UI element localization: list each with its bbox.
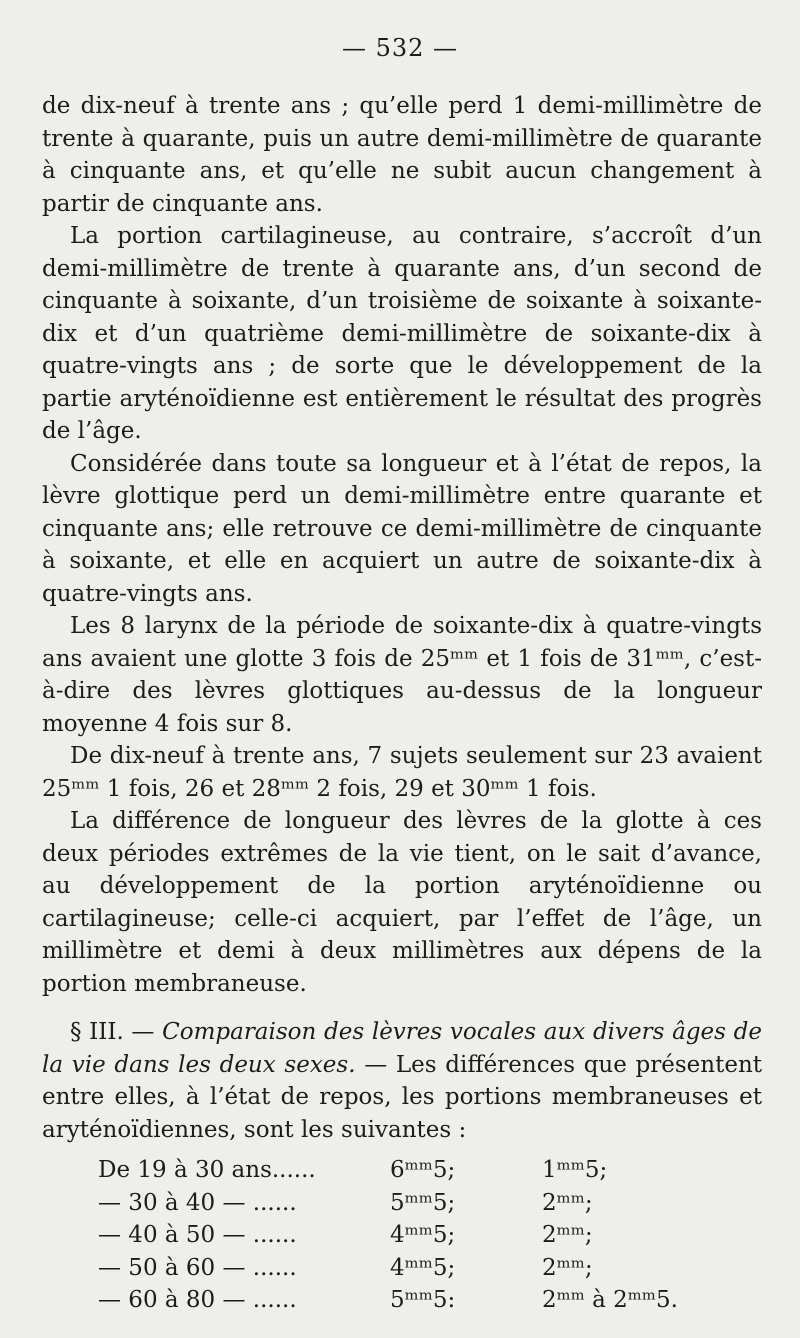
arytenoid-length: 2ᵐᵐ;: [542, 1254, 593, 1281]
arytenoid-length: 1ᵐᵐ5;: [542, 1157, 608, 1183]
membranous-length: 5ᵐᵐ5;: [390, 1189, 456, 1216]
membranous-length: 5ᵐᵐ5:: [390, 1287, 456, 1313]
section-text: — Les différences que présentent entre elles, à l’état de repos, les portions membraneuses et aryténoïdiennes, sont les suivantes :: [42, 1051, 762, 1143]
table-row: [98, 1252, 742, 1285]
paragraph: Les 8 larynx de la période de soixante-dix à quatre-vingts ans avaient une glotte 3 fois de 25ᵐᵐ et 1 fois de 31ᵐᵐ, c’est-à-dire des lèvres glottiques au-dessus de la longueur moyenne 4 fois sur 8.: [42, 613, 762, 737]
paragraph: De dix-neuf à trente ans, 7 sujets seulement sur 23 avaient 25ᵐᵐ 1 fois, 26 et 28ᵐᵐ 2 fois, 29 et 30ᵐᵐ 1 fois.: [42, 743, 762, 802]
age-range: — 40 à 50 — ......: [98, 1222, 297, 1248]
arytenoid-length: 2ᵐᵐ à 2ᵐᵐ5.: [542, 1287, 678, 1313]
membranous-length: 6ᵐᵐ5;: [390, 1157, 456, 1183]
table-row: [98, 1284, 742, 1317]
measurement-table: [98, 1154, 742, 1317]
section-paragraph: [42, 1016, 762, 1146]
age-range: — 60 à 80 — ......: [98, 1287, 297, 1313]
paragraph: La différence de longueur des lèvres de la glotte à ces deux périodes extrêmes de la vie tient, on le sait d’avance, au développement de la portion aryténoïdienne ou cartilagineuse; celle-ci acquiert, par l’effet de l’âge, un millimètre et demi à deux millimètres aux dépens de la portion membraneuse.: [42, 808, 762, 997]
membranous-length: 4ᵐᵐ5;: [390, 1222, 456, 1248]
paragraph: de dix-neuf à trente ans ; qu’elle perd 1 demi-millimètre de trente à quarante, puis un autre demi-millimètre de quarante à cinquante ans, et qu’elle ne subit aucun changement à partir de cinquante ans.: [42, 93, 762, 217]
body-text: [42, 90, 762, 1317]
section-title: Comparaison des lèvres vocales aux divers âges de la vie dans les deux sexes.: [42, 1019, 762, 1078]
arytenoid-length: 2ᵐᵐ;: [542, 1222, 593, 1248]
section-marker: § III. —: [70, 1019, 163, 1045]
age-range: — 50 à 60 — ......: [98, 1254, 297, 1281]
table-row: [98, 1154, 742, 1187]
membranous-length: 4ᵐᵐ5;: [390, 1254, 456, 1281]
paragraph: La portion cartilagineuse, au contraire, s’accroît d’un demi-millimètre de trente à quarante ans, d’un second de cinquante à soixante, d’un troisième de soixante à soixante-dix et d’un quatrième demi-millimètre de soixante-dix à quatre-vingts ans ; de sorte que le développement de la partie aryténoïdienne est entièrement le résultat des progrès de l’âge.: [42, 223, 762, 444]
arytenoid-length: 2ᵐᵐ;: [542, 1189, 593, 1216]
age-range: De 19 à 30 ans......: [98, 1157, 316, 1183]
paragraph: Considérée dans toute sa longueur et à l’état de repos, la lèvre glottique perd un demi-millimètre entre quarante et cinquante ans; elle retrouve ce demi-millimètre de cinquante à soixante, et elle en acquiert un autre de soixante-dix à quatre-vingts ans.: [42, 450, 762, 607]
table-row: [98, 1187, 742, 1220]
age-range: — 30 à 40 — ......: [98, 1189, 297, 1216]
page-number: — 532 —: [341, 34, 459, 62]
table-row: [98, 1219, 742, 1252]
